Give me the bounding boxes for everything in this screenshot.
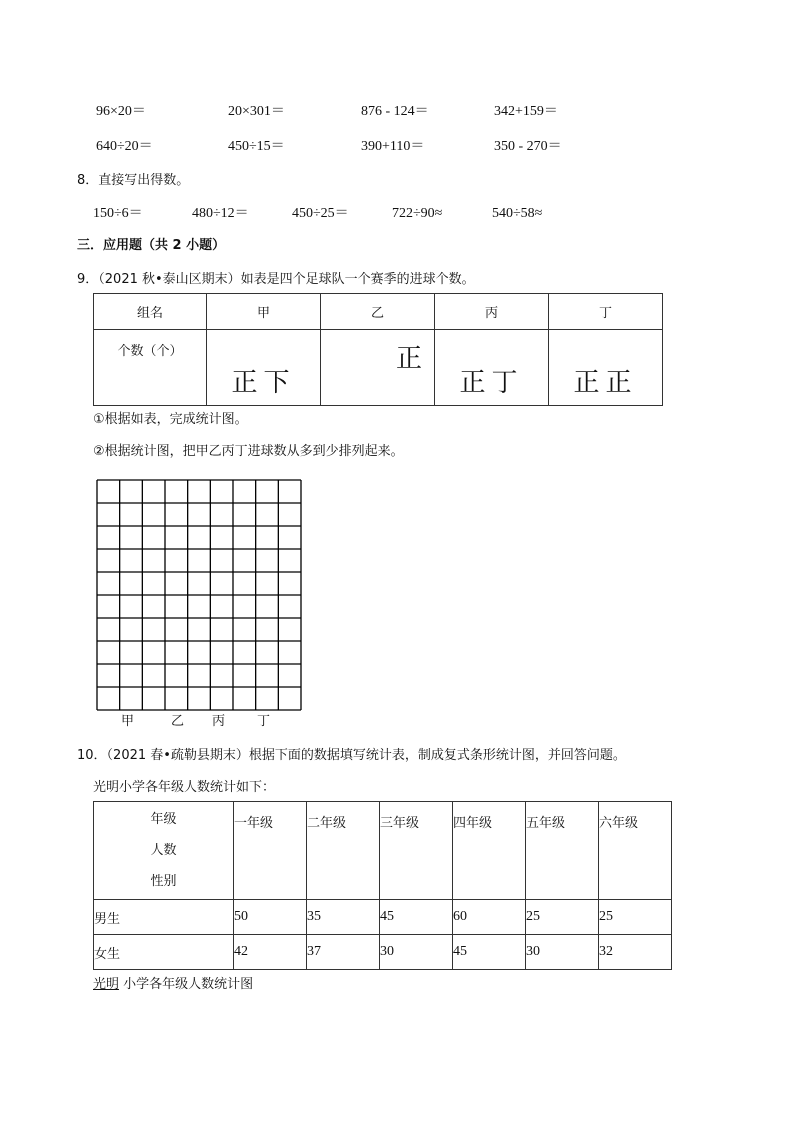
instruction: ①根据如表，完成统计图。: [93, 412, 248, 427]
tally-mark: 正: [395, 344, 428, 374]
cell: 50: [234, 900, 307, 935]
row-label: 男生: [94, 900, 234, 935]
cell: 25: [599, 900, 672, 935]
grade-table: [93, 801, 672, 970]
tally-mark: 正丁: [459, 368, 524, 398]
problem: 150÷6＝: [93, 206, 143, 221]
cell: 42: [234, 935, 307, 970]
problem: 876 - 124＝: [361, 104, 429, 119]
tally-mark: 正下: [231, 368, 296, 398]
q10-title: 10．（2021 春•疏勒县期末）根据下面的数据填写统计表，制成复式条形统计图，并回答问题。: [77, 748, 626, 763]
cell: 37: [307, 935, 380, 970]
q10-subtitle: 光明小学各年级人数统计如下：: [93, 780, 276, 795]
problem: 480÷12＝: [192, 206, 249, 221]
problem: 96×20＝: [96, 104, 146, 119]
header-cell: 丙: [435, 294, 549, 330]
q8-title: 8．直接写出得数。: [77, 173, 190, 188]
row-label: 个数（个）: [94, 330, 207, 406]
corner-cell: [94, 802, 234, 900]
cell: 60: [453, 900, 526, 935]
cell: 25: [526, 900, 599, 935]
cell: 35: [307, 900, 380, 935]
cell: 32: [599, 935, 672, 970]
chart-caption: [93, 977, 253, 993]
row-label: 女生: [94, 935, 234, 970]
q9-title: 9．（2021 秋•泰山区期末）如表是四个足球队一个赛季的进球个数。: [77, 272, 475, 287]
grade-header: 三年级: [380, 802, 453, 900]
problem: 390+110＝: [361, 139, 425, 154]
problem: 20×301＝: [228, 104, 285, 119]
instruction: ②根据统计图，把甲乙丙丁进球数从多到少排列起来。: [93, 444, 404, 459]
header-cell: 乙: [321, 294, 435, 330]
problem: 450÷25＝: [292, 206, 349, 221]
problem: 350 - 270＝: [494, 139, 562, 154]
tally-mark: 正正: [573, 368, 638, 398]
section-heading: 三．应用题（共 2 小题）: [77, 238, 226, 253]
problem: 640÷20＝: [96, 139, 153, 154]
header-cell: 丁: [549, 294, 663, 330]
cell: 30: [380, 935, 453, 970]
header-cell: 甲: [207, 294, 321, 330]
caption-text: 小学各年级人数统计图: [119, 977, 254, 992]
grade-header: 五年级: [526, 802, 599, 900]
cell: 45: [380, 900, 453, 935]
cell: 45: [453, 935, 526, 970]
header-cell: 组名: [94, 294, 207, 330]
grid-label: 乙: [171, 714, 185, 729]
problem: 540÷58≈: [492, 206, 543, 221]
caption-underlined: 光明: [93, 977, 120, 992]
grid-label: 丙: [212, 714, 226, 729]
goals-table: [93, 293, 663, 406]
problem: 450÷15＝: [228, 139, 285, 154]
problem: 722÷90≈: [392, 206, 443, 221]
table-row: [94, 900, 672, 935]
corner-label: 年级: [150, 812, 177, 827]
grade-header: 四年级: [453, 802, 526, 900]
grade-header: 六年级: [599, 802, 672, 900]
corner-label: 性别: [150, 874, 177, 889]
problem: 342+159＝: [494, 104, 558, 119]
grade-header: 二年级: [307, 802, 380, 900]
table-row: [94, 935, 672, 970]
grid-label: 甲: [121, 714, 135, 729]
cell: 30: [526, 935, 599, 970]
corner-label: 人数: [150, 843, 177, 858]
grid-label: 丁: [257, 714, 271, 729]
blank-chart-grid: [96, 479, 302, 711]
grade-header: 一年级: [234, 802, 307, 900]
